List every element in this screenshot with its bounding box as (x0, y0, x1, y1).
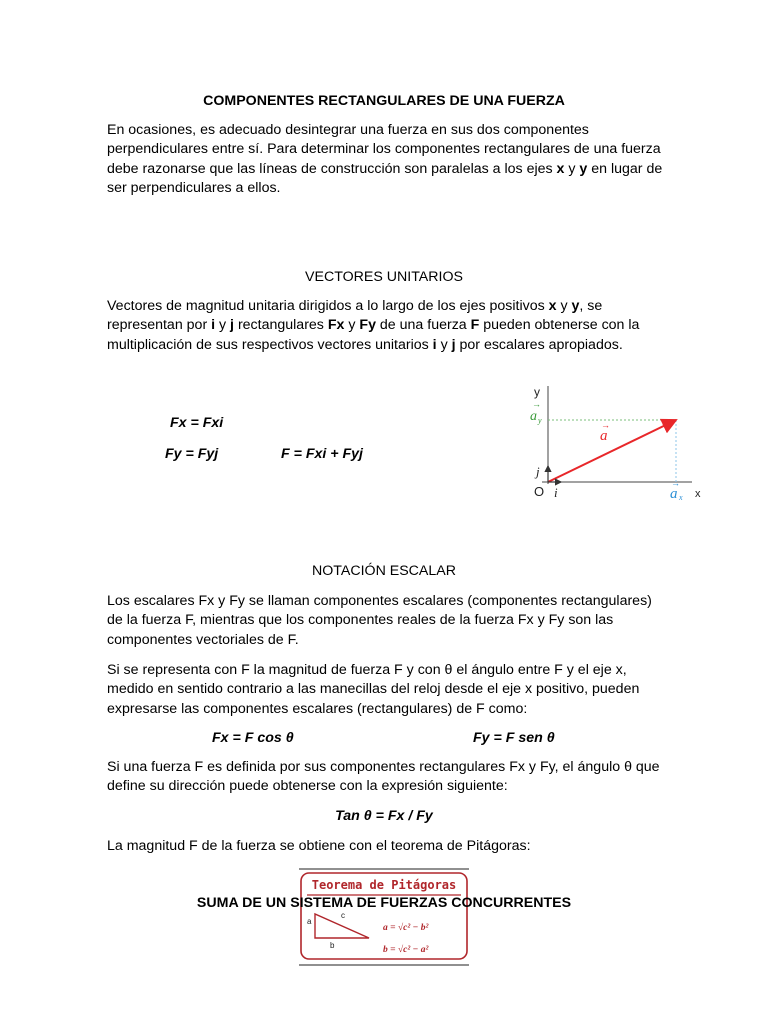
scalar-paragraph-2: Si se representa con F la magnitud de fuerza F y con θ el ángulo entre F y el eje x, medido en sentido contrario a las manecillas del reloj desde el eje x positivo, pueden expresarse las componentes escalares (rectangulares) de F como: (107, 662, 640, 717)
scalar-paragraph-4: La magnitud F de la fuerza se obtiene con el teorema de Pitágoras: (107, 838, 531, 854)
intro-text-3: en lugar de ser perpendiculares a ellos. (107, 160, 663, 197)
origin-label: O (534, 484, 545, 499)
equation-tan: Tan θ = Fx / Fy (335, 808, 433, 824)
uv-text: y (556, 298, 572, 314)
x-axis-label: x (695, 488, 701, 500)
intro-x: x (556, 160, 565, 177)
uv-bold: Fx (327, 317, 345, 334)
uv-text: Vectores de magnitud unitaria dirigidos a lo largo de los ejes positivos (107, 298, 549, 314)
sum-forces-heading: SUMA DE UN SISTEMA DE FUERZAS CONCURRENTES (196, 895, 572, 911)
uv-bold: i (211, 317, 216, 334)
uv-text: y (344, 317, 360, 334)
pythagoras-theorem-card (299, 868, 469, 966)
uv-text: y (436, 336, 452, 353)
equation-fx-cos: Fx = F cos θ (212, 730, 294, 746)
side-b-label: b (330, 941, 335, 950)
unit-vectors-paragraph (107, 297, 667, 355)
intro-y: y (579, 160, 588, 177)
uv-text: y (215, 317, 231, 334)
intro-text-2: y (564, 160, 580, 177)
ay-label: a (530, 409, 537, 424)
scalar-paragraph-3: Si una fuerza F es definida por sus componentes rectangulares Fx y Fy, el ángulo θ que define su dirección puede obtenerse con la expresión siguiente: (107, 759, 660, 795)
uv-bold: j (451, 336, 456, 353)
scalar-paragraph-1: Los escalares Fx y Fy se llaman componentes escalares (componentes rectangulares) de la fuerza F, mientras que los componentes reales de la fuerza Fx y Fy son las componentes vectoriales de F. (107, 593, 652, 648)
equation-fy: Fy = Fyj (165, 446, 219, 462)
equation-fy-sen: Fy = F sen θ (473, 730, 555, 746)
unit-vectors-heading: VECTORES UNITARIOS (305, 269, 463, 285)
uv-text: de una fuerza (375, 317, 471, 334)
uv-bold: i (432, 336, 437, 353)
uv-bold: y (571, 298, 580, 314)
uv-text: pueden obtenerse con la multiplicación de sus respectivos vectores unitarios (107, 317, 640, 353)
page-title: COMPONENTES RECTANGULARES DE UNA FUERZA (203, 93, 565, 109)
uv-text: por escalares apropiados. (455, 336, 623, 353)
intro-text-1: En ocasiones, es adecuado desintegrar una fuerza en sus dos componentes perpendiculares entre sí. Para determinar los componentes rectangulares de una fuerza debe razonarse que las líneas de construcción son paralelas a los ejes (107, 122, 661, 177)
vector-components-diagram (524, 380, 702, 500)
equation-fx: Fx = Fxi (170, 415, 224, 431)
a-label: a (600, 428, 608, 444)
equation-f-sum: F = Fxi + Fyj (281, 446, 364, 462)
ax-label: a (670, 486, 678, 500)
uv-text: , se representan por (107, 298, 603, 334)
equation-a-root: a = √c² − b² (383, 923, 429, 933)
uv-bold: F (470, 317, 480, 334)
vector-a-arrow (548, 420, 676, 482)
side-c-label: c (341, 911, 345, 920)
uv-bold: x (548, 298, 557, 314)
uv-bold: Fy (359, 317, 376, 334)
i-label: i (554, 485, 558, 500)
j-label: j (536, 464, 540, 479)
side-a-label: a (307, 917, 312, 926)
ay-subscript: y (538, 416, 542, 425)
uv-bold: j (230, 317, 234, 334)
intro-paragraph (107, 121, 667, 199)
ax-subscript: x (679, 493, 683, 500)
ax-vector-mark: → (671, 478, 680, 488)
a-vector-mark: → (601, 420, 610, 430)
pythagoras-label: Teorema de Pitágoras (311, 878, 457, 892)
ay-vector-mark: → (532, 399, 541, 409)
y-axis-label: y (534, 385, 540, 399)
uv-text: rectangulares (234, 317, 328, 334)
scalar-notation-heading: NOTACIÓN ESCALAR (311, 563, 456, 579)
equation-b-root: b = √c² − a² (383, 945, 429, 955)
